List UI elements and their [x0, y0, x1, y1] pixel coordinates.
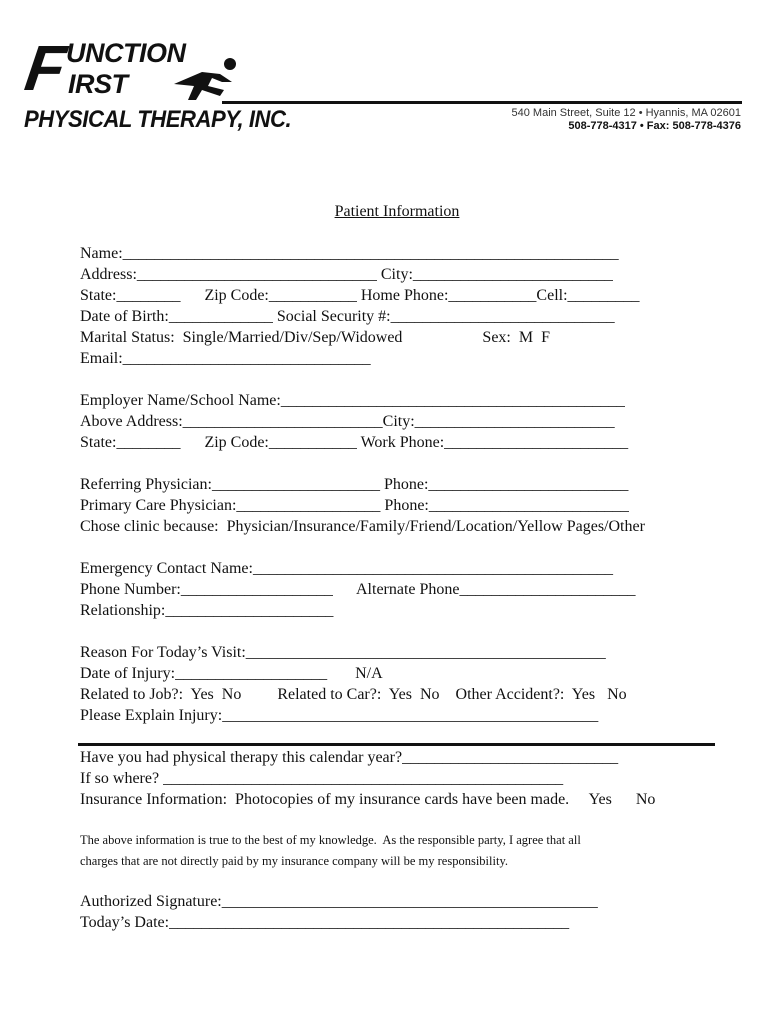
emergency-contact-field[interactable]: Emergency Contact Name:_____________________________________________ [80, 560, 613, 577]
spacer [80, 369, 645, 390]
therapy-where-field[interactable]: If so where? __________________________________________________ [80, 770, 564, 787]
company-address: 540 Main Street, Suite 12 • Hyannis, MA 02601 [511, 107, 741, 119]
therapy-insurance-section [80, 747, 655, 810]
form-title: Patient Information [334, 203, 460, 220]
visit-reason-field[interactable]: Reason For Today’s Visit:_____________________________________________ [80, 644, 606, 661]
spacer [80, 621, 645, 642]
referring-physician-field[interactable]: Referring Physician:_____________________ Phone:_________________________ [80, 476, 629, 493]
name-field[interactable]: Name:______________________________________________________________ [80, 245, 619, 262]
disclaimer-line: The above information is true to the best of my knowledge. As the responsible party, I agree that all [80, 833, 581, 847]
signature-field[interactable]: Authorized Signature:_______________________________________________ [80, 893, 598, 910]
spacer [80, 537, 645, 558]
primary-care-field[interactable]: Primary Care Physician:__________________ Phone:_________________________ [80, 497, 629, 514]
section-divider [78, 743, 715, 746]
state-zip-phone-field[interactable]: State:________ Zip Code:___________ Home Phone:___________Cell:_________ [80, 287, 640, 304]
clinic-choice-field[interactable]: Chose clinic because: Physician/Insurance/Family/Friend/Location/Yellow Pages/Other [80, 518, 645, 535]
dob-ssn-field[interactable]: Date of Birth:_____________ Social Security #:____________________________ [80, 308, 615, 325]
patient-info-section [80, 243, 645, 726]
logo-letter-f: F [20, 32, 71, 104]
disclaimer-line: charges that are not directly paid by my insurance company will be my responsibility. [80, 854, 509, 868]
logo-word-physical-therapy: PHYSICAL THERAPY, INC. [24, 106, 292, 133]
runner-icon [172, 56, 242, 104]
injury-relation-field[interactable]: Related to Job?: Yes No Related to Car?: Yes No Other Accident?: Yes No [80, 686, 627, 703]
company-phone-fax: 508-778-4317 • Fax: 508-778-4376 [568, 120, 741, 132]
address-city-field[interactable]: Address:______________________________ City:_________________________ [80, 266, 613, 283]
employer-address-field[interactable]: Above Address:_________________________City:_________________________ [80, 413, 615, 430]
disclaimer [80, 830, 581, 872]
prior-therapy-field[interactable]: Have you had physical therapy this calendar year?___________________________ [80, 749, 619, 766]
spacer [80, 453, 645, 474]
insurance-field[interactable]: Insurance Information: Photocopies of my insurance cards have been made. Yes No [80, 791, 656, 808]
employer-state-zip-field[interactable]: State:________ Zip Code:___________ Work Phone:_______________________ [80, 434, 629, 451]
header-rule [222, 101, 742, 104]
email-field[interactable]: Email:_______________________________ [80, 350, 371, 367]
date-field[interactable]: Today’s Date:__________________________________________________ [80, 914, 570, 931]
relationship-field[interactable]: Relationship:_____________________ [80, 602, 334, 619]
injury-explain-field[interactable]: Please Explain Injury:_______________________________________________ [80, 707, 599, 724]
logo-word-first: IRST [68, 69, 128, 99]
marital-sex-field[interactable]: Marital Status: Single/Married/Div/Sep/Widowed Sex: M F [80, 329, 550, 346]
signature-section [80, 891, 598, 933]
logo-word-function: UNCTION [66, 38, 186, 68]
emergency-phone-field[interactable]: Phone Number:___________________ Alternate Phone______________________ [80, 581, 636, 598]
employer-field[interactable]: Employer Name/School Name:___________________________________________ [80, 392, 625, 409]
injury-date-field[interactable]: Date of Injury:___________________ N/A [80, 665, 383, 682]
